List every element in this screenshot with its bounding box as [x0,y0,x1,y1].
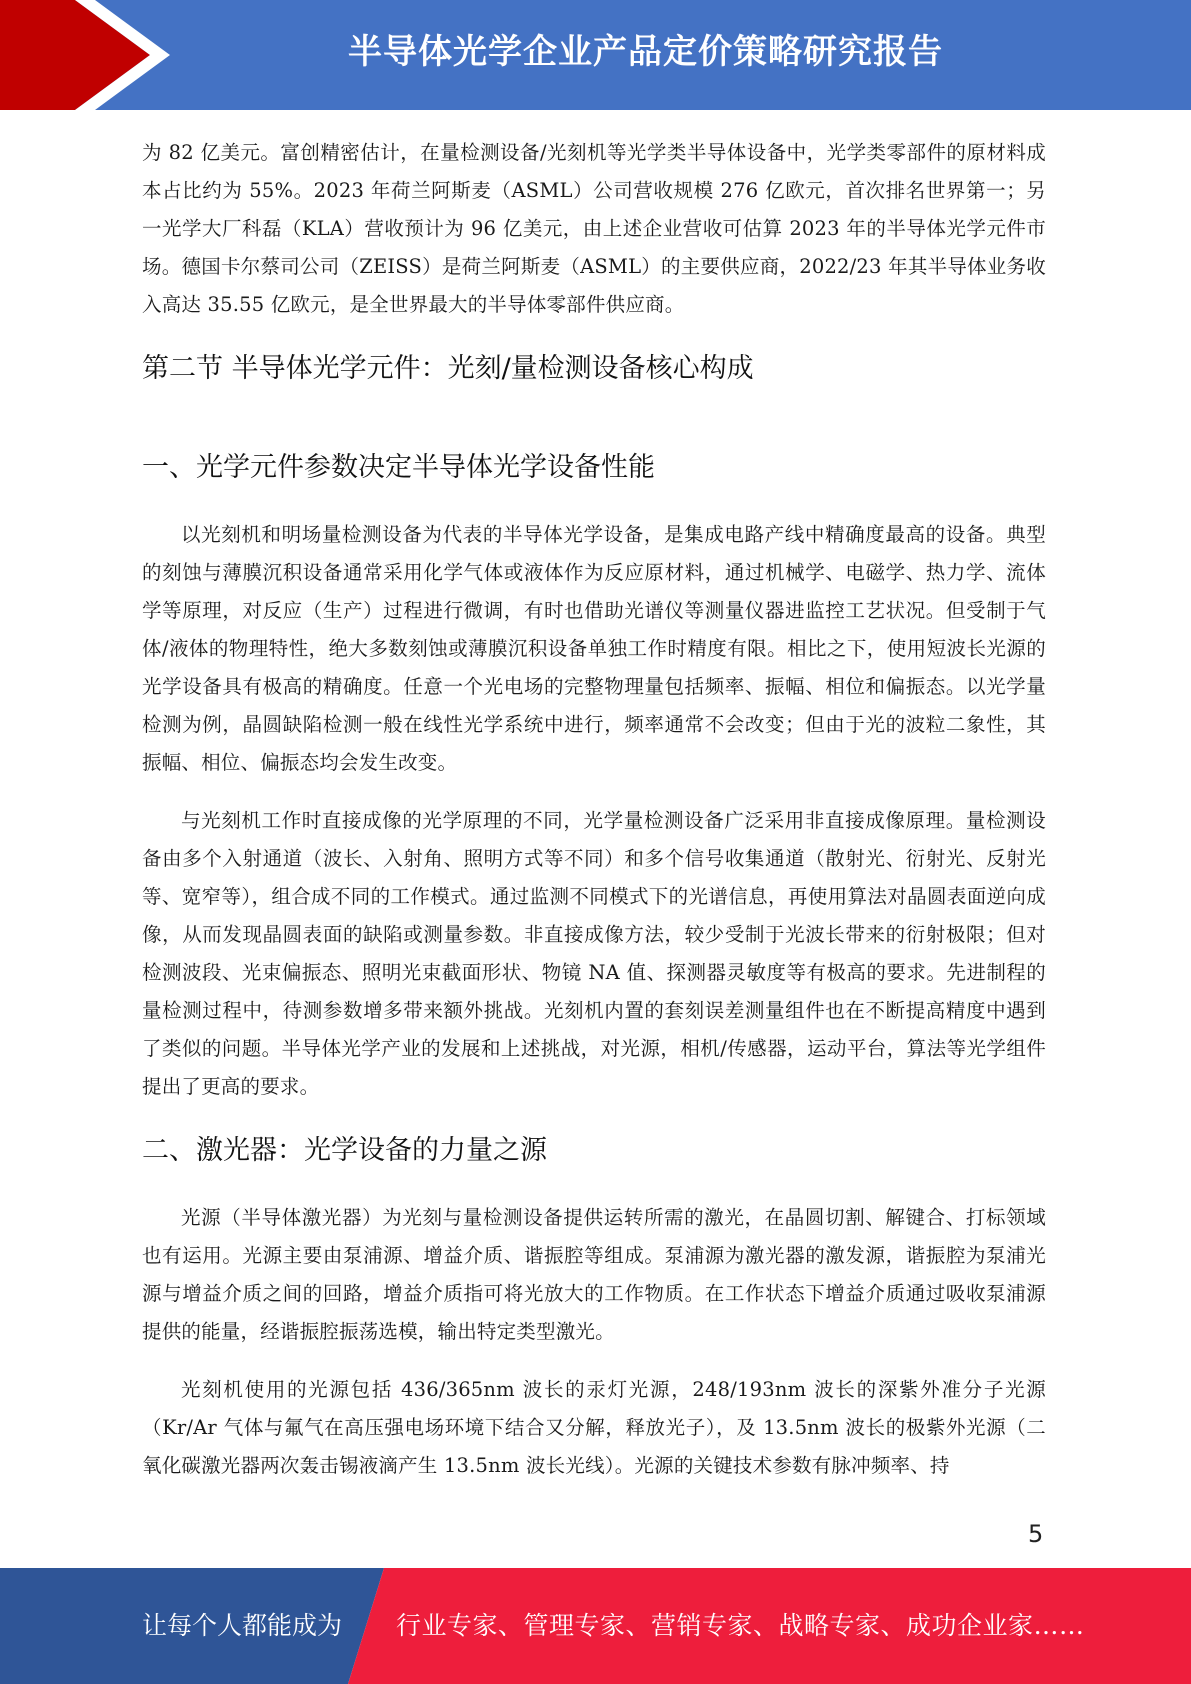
page-header [0,0,1191,110]
subsection-1-paragraph-1: 以光刻机和明场量检测设备为代表的半导体光学设备，是集成电路产线中精确度最高的设备。典型的刻蚀与薄膜沉积设备通常采用化学气体或液体作为反应原材料，通过机械学、电磁学、热力学、流体学等原理，对反应（生产）过程进行微调，有时也借助光谱仪等测量仪器进监控工艺状况。但受制于气体/液体的物理特性，绝大多数刻蚀或薄膜沉积设备单独工作时精度有限。相比之下，使用短波长光源的光学设备具有极高的精确度。任意一个光电场的完整物理量包括频率、振幅、相位和偏振态。以光学量检测为例，晶圆缺陷检测一般在线性光学系统中进行，频率通常不会改变；但由于光的波粒二象性，其振幅、相位、偏振态均会发生改变。 [142,523,1046,774]
subsection-heading-1: 一、光学元件参数决定半导体光学设备性能 [142,452,655,483]
page-footer [0,1568,1191,1684]
subsection-2-paragraph-1: 光源（半导体激光器）为光刻与量检测设备提供运转所需的激光，在晶圆切割、解键合、打标领域也有运用。光源主要由泵浦源、增益介质、谐振腔等组成。泵浦源为激光器的激发源，谐振腔为泵浦光源与增益介质之间的回路，增益介质指可将光放大的工作物质。在工作状态下增益介质通过吸收泵浦源提供的能量，经谐振腔振荡选模，输出特定类型激光。 [142,1206,1046,1343]
subsection-heading-2: 二、激光器：光学设备的力量之源 [142,1135,547,1166]
footer-slogan-right: 行业专家、管理专家、营销专家、战略专家、成功企业家…… [396,1611,1085,1640]
report-title: 半导体光学企业产品定价策略研究报告 [348,32,943,72]
subsection-1-paragraph-2: 与光刻机工作时直接成像的光学原理的不同，光学量检测设备广泛采用非直接成像原理。量检测设备由多个入射通道（波长、入射角、照明方式等不同）和多个信号收集通道（散射光、衍射光、反射光等、宽窄等），组合成不同的工作模式。通过监测不同模式下的光谱信息，再使用算法对晶圆表面逆向成像，从而发现晶圆表面的缺陷或测量参数。非直接成像方法，较少受制于光波长带来的衍射极限；但对检测波段、光束偏振态、照明光束截面形状、物镜 NA 值、探测器灵敏度等有极高的要求。先进制程的量检测过程中，待测参数增多带来额外挑战。光刻机内置的套刻误差测量组件也在不断提高精度中遇到了类似的问题。半导体光学产业的发展和上述挑战，对光源，相机/传感器，运动平台，算法等光学组件提出了更高的要求。 [142,809,1046,1098]
subsection-2-paragraph-2: 光刻机使用的光源包括 436/365nm 波长的汞灯光源，248/193nm 波长的深紫外准分子光源（Kr/Ar 气体与氟气在高压强电场环境下结合又分解，释放光子），及 13.5nm 波长的极紫外光源（二氧化碳激光器两次轰击锡液滴产生 13.5nm 波长光线）。光源的关键技术参数有脉冲频率、持 [142,1378,1046,1477]
page-number: 5 [1028,1520,1044,1548]
page-content [142,134,1046,1485]
footer-slogan-left: 让每个人都能成为 [142,1611,343,1640]
section-heading: 第二节 半导体光学元件：光刻/量检测设备核心构成 [142,353,754,384]
intro-paragraph: 为 82 亿美元。富创精密估计，在量检测设备/光刻机等光学类半导体设备中，光学类零部件的原材料成本占比约为 55%。2023 年荷兰阿斯麦（ASML）公司营收规模 276 亿欧元，首次排名世界第一；另一光学大厂科磊（KLA）营收预计为 96 亿美元，由上述企业营收可估算 2023 年的半导体光学元件市场。德国卡尔蔡司公司（ZEISS）是荷兰阿斯麦（ASML）的主要供应商，2022/23 年其半导体业务收入高达 35.55 亿欧元，是全世界最大的半导体零部件供应商。 [142,141,1046,316]
